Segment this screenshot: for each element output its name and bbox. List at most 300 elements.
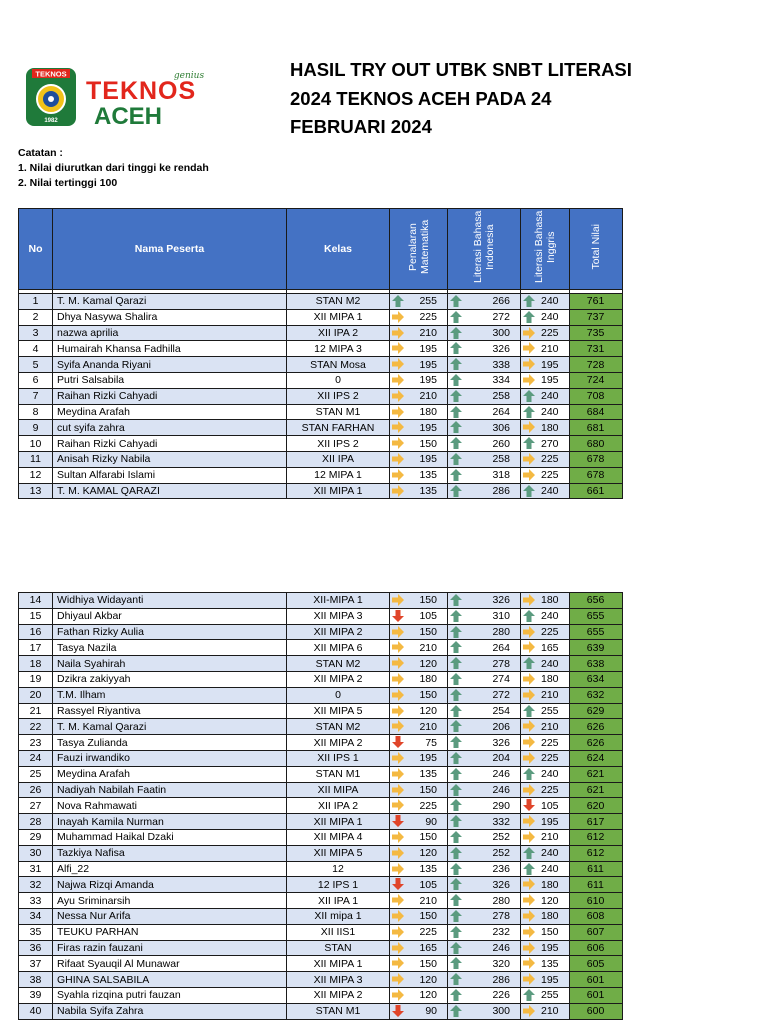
header-penalaran-matematika: Penalaran Matematika xyxy=(390,209,448,290)
table-row xyxy=(19,972,623,988)
cell-kelas: 12 MIPA 3 xyxy=(287,341,390,357)
arrow-up-icon xyxy=(450,799,462,811)
teknos-aceh-logo xyxy=(24,66,214,128)
cell-literasi-indonesia: 264 xyxy=(448,640,521,656)
table-row xyxy=(19,735,623,751)
cell-literasi-indonesia: 254 xyxy=(448,703,521,719)
arrow-right-icon xyxy=(523,736,535,748)
arrow-right-icon xyxy=(523,910,535,922)
arrow-up-icon xyxy=(450,437,462,449)
cell-total-nilai: 610 xyxy=(569,893,622,909)
cell-total-nilai: 761 xyxy=(569,294,622,310)
arrow-right-icon xyxy=(392,342,404,354)
cell-total-nilai: 639 xyxy=(569,640,622,656)
cell-no: 17 xyxy=(19,640,53,656)
header-literasi-indonesia: Literasi Bahasa Indonesia xyxy=(448,209,521,290)
arrow-right-icon xyxy=(523,957,535,969)
note-item-2: 2. Nilai tertinggi 100 xyxy=(18,177,118,189)
arrow-right-icon xyxy=(523,594,535,606)
arrow-up-icon xyxy=(523,705,535,717)
arrow-right-icon xyxy=(523,878,535,890)
cell-no: 1 xyxy=(19,294,53,310)
cell-no: 21 xyxy=(19,703,53,719)
cell-literasi-inggris: 240 xyxy=(521,656,570,672)
cell-penalaran-matematika: 150 xyxy=(390,624,448,640)
cell-penalaran-matematika: 120 xyxy=(390,703,448,719)
cell-literasi-inggris: 165 xyxy=(521,640,570,656)
cell-kelas: XII-MIPA 1 xyxy=(287,593,390,609)
cell-kelas: XII MIPA xyxy=(287,782,390,798)
cell-kelas: XII MIPA 6 xyxy=(287,640,390,656)
cell-nama: T.M. Ilham xyxy=(53,687,287,703)
arrow-up-icon xyxy=(450,657,462,669)
table-row xyxy=(19,908,623,924)
cell-literasi-indonesia: 286 xyxy=(448,483,521,499)
cell-no: 27 xyxy=(19,798,53,814)
cell-literasi-indonesia: 204 xyxy=(448,750,521,766)
cell-no: 28 xyxy=(19,814,53,830)
table-row xyxy=(19,798,623,814)
cell-total-nilai: 655 xyxy=(569,624,622,640)
cell-literasi-inggris: 195 xyxy=(521,357,570,373)
arrow-up-icon xyxy=(450,453,462,465)
cell-penalaran-matematika: 150 xyxy=(390,908,448,924)
cell-kelas: XII MIPA 5 xyxy=(287,845,390,861)
cell-penalaran-matematika: 195 xyxy=(390,420,448,436)
cell-penalaran-matematika: 225 xyxy=(390,309,448,325)
svg-text:ACEH: ACEH xyxy=(94,103,163,128)
cell-no: 22 xyxy=(19,719,53,735)
arrow-up-icon xyxy=(523,863,535,875)
svg-text:1982: 1982 xyxy=(44,118,58,124)
cell-penalaran-matematika: 150 xyxy=(390,687,448,703)
results-table-2 xyxy=(18,592,623,1020)
cell-penalaran-matematika: 150 xyxy=(390,829,448,845)
arrow-up-icon xyxy=(523,406,535,418)
arrow-right-icon xyxy=(523,689,535,701)
cell-literasi-inggris: 240 xyxy=(521,845,570,861)
cell-nama: Putri Salsabila xyxy=(53,372,287,388)
cell-literasi-indonesia: 326 xyxy=(448,593,521,609)
cell-no: 29 xyxy=(19,829,53,845)
arrow-up-icon xyxy=(450,752,462,764)
cell-nama: Meydina Arafah xyxy=(53,404,287,420)
cell-kelas: XII MIPA 1 xyxy=(287,483,390,499)
cell-total-nilai: 638 xyxy=(569,656,622,672)
cell-nama: Alfi_22 xyxy=(53,861,287,877)
table-row xyxy=(19,940,623,956)
cell-nama: Meydina Arafah xyxy=(53,766,287,782)
arrow-down-icon xyxy=(392,736,404,748)
arrow-right-icon xyxy=(392,657,404,669)
cell-no: 14 xyxy=(19,593,53,609)
cell-penalaran-matematika: 195 xyxy=(390,372,448,388)
cell-total-nilai: 680 xyxy=(569,436,622,452)
cell-literasi-inggris: 240 xyxy=(521,766,570,782)
table-row xyxy=(19,483,623,499)
cell-nama: Ayu Sriminarsih xyxy=(53,893,287,909)
table-row xyxy=(19,829,623,845)
cell-literasi-indonesia: 278 xyxy=(448,908,521,924)
cell-literasi-indonesia: 338 xyxy=(448,357,521,373)
cell-nama: Firas razin fauzani xyxy=(53,940,287,956)
cell-no: 24 xyxy=(19,750,53,766)
cell-penalaran-matematika: 120 xyxy=(390,656,448,672)
cell-literasi-indonesia: 320 xyxy=(448,956,521,972)
cell-penalaran-matematika: 90 xyxy=(390,1003,448,1019)
cell-literasi-indonesia: 252 xyxy=(448,829,521,845)
cell-nama: Nova Rahmawati xyxy=(53,798,287,814)
cell-literasi-inggris: 210 xyxy=(521,1003,570,1019)
cell-nama: Anisah Rizky Nabila xyxy=(53,451,287,467)
cell-kelas: XII IPS 1 xyxy=(287,750,390,766)
arrow-right-icon xyxy=(392,358,404,370)
arrow-right-icon xyxy=(523,374,535,386)
table-row xyxy=(19,436,623,452)
table-row xyxy=(19,719,623,735)
cell-total-nilai: 678 xyxy=(569,451,622,467)
cell-nama: Naila Syahirah xyxy=(53,656,287,672)
table-row xyxy=(19,877,623,893)
cell-penalaran-matematika: 195 xyxy=(390,357,448,373)
table-row xyxy=(19,294,623,310)
cell-literasi-inggris: 240 xyxy=(521,608,570,624)
arrow-right-icon xyxy=(392,374,404,386)
cell-penalaran-matematika: 225 xyxy=(390,924,448,940)
arrow-up-icon xyxy=(450,641,462,653)
cell-literasi-inggris: 180 xyxy=(521,593,570,609)
cell-literasi-indonesia: 252 xyxy=(448,845,521,861)
header-nama: Nama Peserta xyxy=(53,209,287,290)
cell-total-nilai: 655 xyxy=(569,608,622,624)
table-row xyxy=(19,325,623,341)
cell-no: 10 xyxy=(19,436,53,452)
cell-literasi-inggris: 105 xyxy=(521,798,570,814)
cell-kelas: STAN M1 xyxy=(287,404,390,420)
cell-penalaran-matematika: 75 xyxy=(390,735,448,751)
cell-kelas: XII IPA 2 xyxy=(287,798,390,814)
cell-penalaran-matematika: 120 xyxy=(390,845,448,861)
cell-kelas: STAN M2 xyxy=(287,294,390,310)
cell-penalaran-matematika: 150 xyxy=(390,436,448,452)
arrow-right-icon xyxy=(523,358,535,370)
cell-penalaran-matematika: 120 xyxy=(390,987,448,1003)
cell-literasi-indonesia: 246 xyxy=(448,782,521,798)
cell-literasi-inggris: 195 xyxy=(521,814,570,830)
cell-literasi-indonesia: 318 xyxy=(448,467,521,483)
arrow-up-icon xyxy=(450,720,462,732)
cell-nama: GHINA SALSABILA xyxy=(53,972,287,988)
arrow-down-icon xyxy=(392,878,404,890)
cell-literasi-inggris: 180 xyxy=(521,908,570,924)
arrow-up-icon xyxy=(450,910,462,922)
cell-no: 19 xyxy=(19,671,53,687)
cell-kelas: 0 xyxy=(287,372,390,388)
cell-kelas: XII MIPA 3 xyxy=(287,972,390,988)
cell-kelas: XII IPS 2 xyxy=(287,388,390,404)
arrow-right-icon xyxy=(523,327,535,339)
arrow-right-icon xyxy=(392,311,404,323)
cell-total-nilai: 656 xyxy=(569,593,622,609)
cell-total-nilai: 632 xyxy=(569,687,622,703)
cell-no: 2 xyxy=(19,309,53,325)
cell-total-nilai: 735 xyxy=(569,325,622,341)
cell-literasi-indonesia: 260 xyxy=(448,436,521,452)
cell-no: 15 xyxy=(19,608,53,624)
arrow-up-icon xyxy=(450,673,462,685)
arrow-up-icon xyxy=(450,957,462,969)
arrow-up-icon xyxy=(450,327,462,339)
cell-literasi-inggris: 255 xyxy=(521,703,570,719)
arrow-right-icon xyxy=(392,594,404,606)
table-header-row xyxy=(19,209,623,290)
cell-total-nilai: 678 xyxy=(569,467,622,483)
cell-penalaran-matematika: 210 xyxy=(390,893,448,909)
arrow-right-icon xyxy=(392,673,404,685)
cell-no: 7 xyxy=(19,388,53,404)
cell-nama: Dhya Nasywa Shalira xyxy=(53,309,287,325)
arrow-up-icon xyxy=(450,831,462,843)
cell-no: 11 xyxy=(19,451,53,467)
cell-nama: Najwa Rizqi Amanda xyxy=(53,877,287,893)
cell-penalaran-matematika: 120 xyxy=(390,972,448,988)
arrow-up-icon xyxy=(450,311,462,323)
cell-literasi-inggris: 240 xyxy=(521,388,570,404)
cell-no: 33 xyxy=(19,893,53,909)
table-row xyxy=(19,404,623,420)
cell-nama: Nessa Nur Arifa xyxy=(53,908,287,924)
cell-no: 39 xyxy=(19,987,53,1003)
cell-penalaran-matematika: 210 xyxy=(390,719,448,735)
arrow-up-icon xyxy=(523,295,535,307)
cell-total-nilai: 634 xyxy=(569,671,622,687)
cell-no: 25 xyxy=(19,766,53,782)
cell-total-nilai: 737 xyxy=(569,309,622,325)
cell-nama: Rifaat Syauqil Al Munawar xyxy=(53,956,287,972)
cell-no: 30 xyxy=(19,845,53,861)
cell-penalaran-matematika: 105 xyxy=(390,608,448,624)
arrow-up-icon xyxy=(523,847,535,859)
arrow-right-icon xyxy=(392,863,404,875)
cell-literasi-indonesia: 206 xyxy=(448,719,521,735)
cell-kelas: 12 xyxy=(287,861,390,877)
cell-literasi-inggris: 225 xyxy=(521,467,570,483)
arrow-up-icon xyxy=(450,485,462,497)
cell-penalaran-matematika: 225 xyxy=(390,798,448,814)
cell-literasi-indonesia: 326 xyxy=(448,877,521,893)
table-row xyxy=(19,766,623,782)
cell-kelas: XII MIPA 2 xyxy=(287,735,390,751)
table-row xyxy=(19,861,623,877)
cell-penalaran-matematika: 180 xyxy=(390,671,448,687)
arrow-right-icon xyxy=(392,327,404,339)
cell-no: 9 xyxy=(19,420,53,436)
cell-no: 32 xyxy=(19,877,53,893)
arrow-right-icon xyxy=(523,453,535,465)
table-row xyxy=(19,451,623,467)
arrow-up-icon xyxy=(450,847,462,859)
cell-penalaran-matematika: 150 xyxy=(390,782,448,798)
table-row xyxy=(19,703,623,719)
arrow-up-icon xyxy=(450,390,462,402)
cell-literasi-inggris: 240 xyxy=(521,404,570,420)
arrow-up-icon xyxy=(450,342,462,354)
cell-literasi-inggris: 240 xyxy=(521,294,570,310)
table-row xyxy=(19,893,623,909)
cell-literasi-indonesia: 226 xyxy=(448,987,521,1003)
header-literasi-inggris: Literasi Bahasa Inggris xyxy=(521,209,570,290)
cell-penalaran-matematika: 195 xyxy=(390,341,448,357)
cell-total-nilai: 731 xyxy=(569,341,622,357)
arrow-right-icon xyxy=(523,973,535,985)
arrow-right-icon xyxy=(392,799,404,811)
arrow-right-icon xyxy=(523,815,535,827)
arrow-up-icon xyxy=(450,736,462,748)
cell-no: 37 xyxy=(19,956,53,972)
arrow-right-icon xyxy=(523,831,535,843)
notes-heading: Catatan : xyxy=(18,147,63,159)
cell-kelas: XII MIPA 2 xyxy=(287,671,390,687)
arrow-right-icon xyxy=(392,910,404,922)
cell-penalaran-matematika: 105 xyxy=(390,877,448,893)
arrow-up-icon xyxy=(450,863,462,875)
cell-nama: TEUKU PARHAN xyxy=(53,924,287,940)
cell-nama: Nadiyah Nabilah Faatin xyxy=(53,782,287,798)
cell-literasi-inggris: 150 xyxy=(521,924,570,940)
cell-penalaran-matematika: 195 xyxy=(390,451,448,467)
arrow-up-icon xyxy=(523,610,535,622)
arrow-right-icon xyxy=(523,342,535,354)
cell-kelas: XII MIPA 3 xyxy=(287,608,390,624)
cell-nama: nazwa aprilia xyxy=(53,325,287,341)
cell-total-nilai: 708 xyxy=(569,388,622,404)
cell-penalaran-matematika: 255 xyxy=(390,294,448,310)
arrow-right-icon xyxy=(523,469,535,481)
cell-no: 6 xyxy=(19,372,53,388)
cell-nama: cut syifa zahra xyxy=(53,420,287,436)
cell-literasi-indonesia: 300 xyxy=(448,325,521,341)
cell-literasi-indonesia: 272 xyxy=(448,687,521,703)
arrow-right-icon xyxy=(392,942,404,954)
svg-text:TEKNOS: TEKNOS xyxy=(86,77,197,105)
table-row xyxy=(19,782,623,798)
arrow-up-icon xyxy=(450,374,462,386)
arrow-right-icon xyxy=(392,689,404,701)
arrow-right-icon xyxy=(392,973,404,985)
cell-nama: Raihan Rizki Cahyadi xyxy=(53,388,287,404)
arrow-right-icon xyxy=(392,989,404,1001)
table-row xyxy=(19,341,623,357)
cell-kelas: STAN M2 xyxy=(287,719,390,735)
cell-nama: T. M. Kamal Qarazi xyxy=(53,294,287,310)
cell-nama: T. M. KAMAL QARAZI xyxy=(53,483,287,499)
cell-literasi-inggris: 180 xyxy=(521,671,570,687)
cell-total-nilai: 624 xyxy=(569,750,622,766)
arrow-right-icon xyxy=(392,406,404,418)
cell-nama: Dzikra zakiyyah xyxy=(53,671,287,687)
arrow-up-icon xyxy=(450,768,462,780)
arrow-right-icon xyxy=(392,768,404,780)
cell-total-nilai: 724 xyxy=(569,372,622,388)
cell-literasi-indonesia: 306 xyxy=(448,420,521,436)
arrow-up-icon xyxy=(450,926,462,938)
cell-literasi-inggris: 240 xyxy=(521,309,570,325)
cell-nama: Dhiyaul Akbar xyxy=(53,608,287,624)
cell-literasi-indonesia: 280 xyxy=(448,893,521,909)
cell-no: 23 xyxy=(19,735,53,751)
cell-kelas: STAN FARHAN xyxy=(287,420,390,436)
cell-kelas: XII MIPA 1 xyxy=(287,814,390,830)
arrow-up-icon xyxy=(450,1005,462,1017)
cell-total-nilai: 612 xyxy=(569,845,622,861)
cell-kelas: XII IIS1 xyxy=(287,924,390,940)
header-kelas: Kelas xyxy=(287,209,390,290)
arrow-up-icon xyxy=(450,594,462,606)
arrow-up-icon xyxy=(523,390,535,402)
arrow-up-icon xyxy=(450,626,462,638)
table-row xyxy=(19,656,623,672)
table-row xyxy=(19,372,623,388)
cell-penalaran-matematika: 135 xyxy=(390,467,448,483)
cell-literasi-indonesia: 264 xyxy=(448,404,521,420)
cell-nama: Muhammad Haikal Dzaki xyxy=(53,829,287,845)
arrow-up-icon xyxy=(523,311,535,323)
title-line-1: HASIL TRY OUT UTBK SNBT LITERASI xyxy=(290,59,632,80)
cell-no: 18 xyxy=(19,656,53,672)
arrow-right-icon xyxy=(523,894,535,906)
arrow-up-icon xyxy=(523,989,535,1001)
svg-text:TEKNOS: TEKNOS xyxy=(35,69,67,79)
cell-total-nilai: 621 xyxy=(569,766,622,782)
cell-total-nilai: 607 xyxy=(569,924,622,940)
cell-literasi-inggris: 180 xyxy=(521,877,570,893)
arrow-right-icon xyxy=(523,942,535,954)
arrow-up-icon xyxy=(450,705,462,717)
arrow-up-icon xyxy=(450,610,462,622)
notes xyxy=(18,146,209,191)
cell-no: 35 xyxy=(19,924,53,940)
cell-kelas: XII MIPA 1 xyxy=(287,956,390,972)
cell-literasi-indonesia: 272 xyxy=(448,309,521,325)
arrow-right-icon xyxy=(392,957,404,969)
table-row xyxy=(19,1003,623,1019)
cell-literasi-inggris: 225 xyxy=(521,750,570,766)
cell-penalaran-matematika: 210 xyxy=(390,388,448,404)
arrow-right-icon xyxy=(392,390,404,402)
cell-kelas: XII IPA 1 xyxy=(287,893,390,909)
cell-total-nilai: 728 xyxy=(569,357,622,373)
cell-literasi-indonesia: 236 xyxy=(448,861,521,877)
cell-literasi-indonesia: 286 xyxy=(448,972,521,988)
page-title xyxy=(290,56,670,142)
cell-literasi-indonesia: 300 xyxy=(448,1003,521,1019)
arrow-up-icon xyxy=(450,894,462,906)
cell-penalaran-matematika: 90 xyxy=(390,814,448,830)
cell-penalaran-matematika: 210 xyxy=(390,325,448,341)
cell-kelas: XII IPS 2 xyxy=(287,436,390,452)
cell-penalaran-matematika: 135 xyxy=(390,483,448,499)
arrow-right-icon xyxy=(392,752,404,764)
cell-literasi-indonesia: 332 xyxy=(448,814,521,830)
cell-total-nilai: 611 xyxy=(569,877,622,893)
cell-literasi-inggris: 225 xyxy=(521,624,570,640)
arrow-up-icon xyxy=(450,295,462,307)
arrow-down-icon xyxy=(392,815,404,827)
cell-no: 31 xyxy=(19,861,53,877)
header-no: No xyxy=(19,209,53,290)
cell-literasi-indonesia: 290 xyxy=(448,798,521,814)
cell-penalaran-matematika: 150 xyxy=(390,593,448,609)
